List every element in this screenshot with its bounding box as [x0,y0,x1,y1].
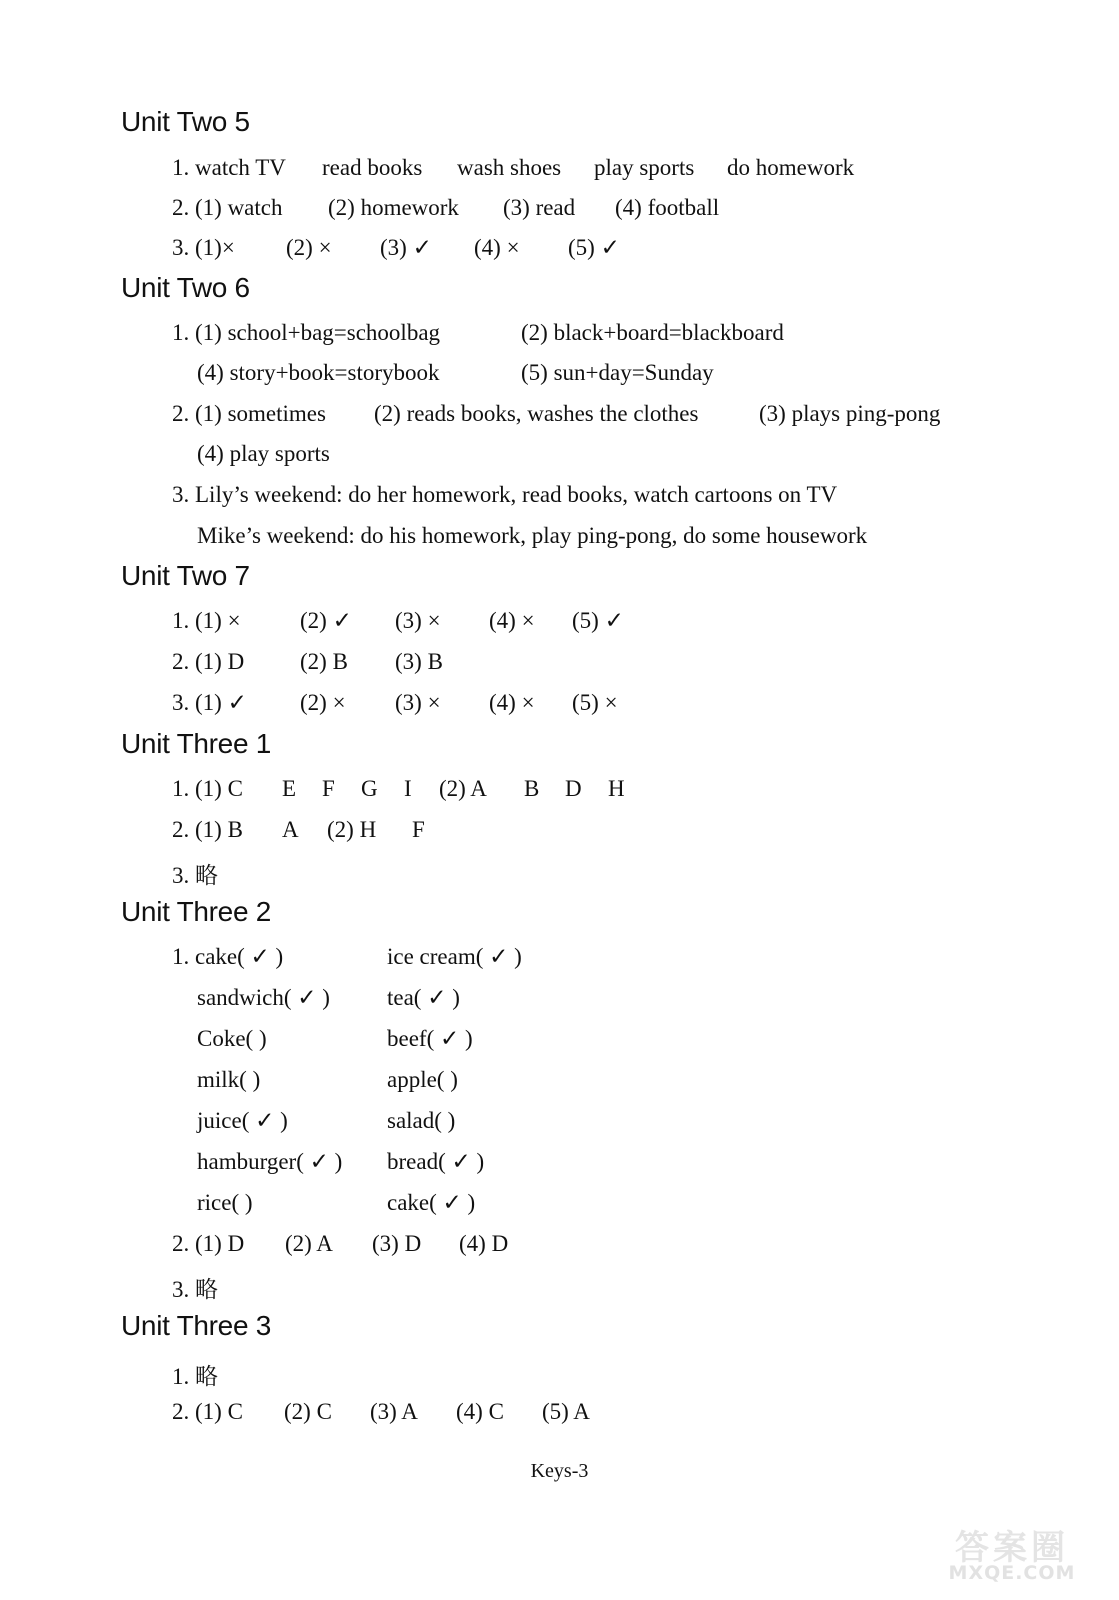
answer-item: E [282,776,297,801]
section-title-unit-two-5: Unit Two 5 [121,106,250,137]
answer-item: F [412,817,425,842]
section-title-unit-three-3: Unit Three 3 [121,1310,271,1341]
answer-item: (5) sun+day=Sunday [521,360,714,385]
answer-item: (3) plays ping-pong [759,401,941,426]
answer-item: (4) D [459,1231,509,1256]
answer-item: (2) × [300,690,346,715]
answer-item: wash shoes [457,155,562,180]
answer-item: I [404,776,412,801]
answer-item: 2. (1) watch [172,195,283,220]
answer-line-u2-6-q3-2: Mike’s weekend: do his homework, play ping-pong, do some housework [197,523,868,548]
section-title-unit-three-1: Unit Three 1 [121,728,271,759]
food-item: rice( ) [197,1190,253,1215]
answer-line-u3-3-q1: 1. 略 [172,1364,218,1389]
answer-item: (3) read [503,195,576,220]
answer-item: (3) ✓ [380,235,432,260]
answer-item: (2) H [327,817,377,842]
watermark-top-text: 答案圈 [955,1528,1069,1568]
answer-item: (4) × [489,608,535,633]
answer-line-u2-6-q2-2: (4) play sports [197,441,330,466]
answer-item: (3) B [395,649,443,674]
answer-item: B [524,776,540,801]
answer-item: G [361,776,378,801]
watermark-bottom-text: MXQE.COM [948,1562,1076,1584]
food-item: 1. cake( ✓ ) [172,944,284,969]
food-item: bread( ✓ ) [387,1149,485,1174]
food-item: juice( ✓ ) [197,1108,288,1133]
answer-item: 2. (1) B [172,817,243,842]
answer-item: (2) × [286,235,332,260]
answer-item: 2. (1) C [172,1399,243,1424]
answer-item: (2) B [300,649,348,674]
answer-line-u2-6-q3-1: 3. Lily’s weekend: do her homework, read books, watch cartoons on TV [172,482,838,507]
answer-item: (2) C [284,1399,332,1424]
answer-line-u3-1-q3: 3. 略 [172,863,218,888]
answer-item: (2) A [285,1231,333,1256]
food-item: apple( ) [387,1067,458,1092]
answer-item: (3) × [395,608,441,633]
answer-item: (2) homework [328,195,459,220]
answer-item: 3. (1) ✓ [172,690,247,715]
watermark-logo [927,1520,1097,1590]
answer-item: (5) × [572,690,618,715]
food-item: hamburger( ✓ ) [197,1149,343,1174]
answer-item: (3) × [395,690,441,715]
section-title-unit-two-7: Unit Two 7 [121,560,250,591]
answer-item: play sports [594,155,695,180]
answer-item: H [608,776,625,801]
answer-item: (2) reads books, washes the clothes [374,401,699,426]
answer-item: (4) story+book=storybook [197,360,440,385]
answer-item: A [282,817,299,842]
food-item: ice cream( ✓ ) [387,944,522,969]
answer-item: (3) A [370,1399,418,1424]
answer-item: 3. (1)× [172,235,235,260]
answer-item: 2. (1) D [172,1231,245,1256]
answer-item: D [565,776,582,801]
answer-item: (5) ✓ [572,608,624,633]
answer-item: (5) A [542,1399,590,1424]
food-item: milk( ) [197,1067,261,1092]
answer-item: (3) D [372,1231,422,1256]
section-title-unit-two-6: Unit Two 6 [121,272,250,303]
answer-item: (2) ✓ [300,608,352,633]
section-title-unit-three-2: Unit Three 2 [121,896,271,927]
answer-item: 1. (1) × [172,608,241,633]
page-number: Keys-3 [530,1460,589,1482]
food-item: beef( ✓ ) [387,1026,473,1051]
food-item: tea( ✓ ) [387,985,460,1010]
answer-item: 1. (1) school+bag=schoolbag [172,320,441,345]
answer-item: do homework [727,155,855,180]
answer-item: (5) ✓ [568,235,620,260]
food-item: salad( ) [387,1108,456,1133]
answer-item: (4) football [615,195,720,220]
answer-item: (2) black+board=blackboard [521,320,784,345]
food-item: sandwich( ✓ ) [197,985,330,1010]
answer-item: (4) × [474,235,520,260]
food-item: Coke( ) [197,1026,267,1051]
answer-item: 2. (1) sometimes [172,401,326,426]
answer-item: (2) A [439,776,487,801]
answer-item: F [322,776,335,801]
answer-item: read books [322,155,423,180]
answer-item: 1. watch TV [172,155,286,180]
answer-item: 1. (1) C [172,776,243,801]
answer-item: (4) × [489,690,535,715]
answer-item: (4) C [456,1399,504,1424]
answer-item: 2. (1) D [172,649,245,674]
food-item: cake( ✓ ) [387,1190,476,1215]
answer-line-u3-2-q3: 3. 略 [172,1277,218,1302]
